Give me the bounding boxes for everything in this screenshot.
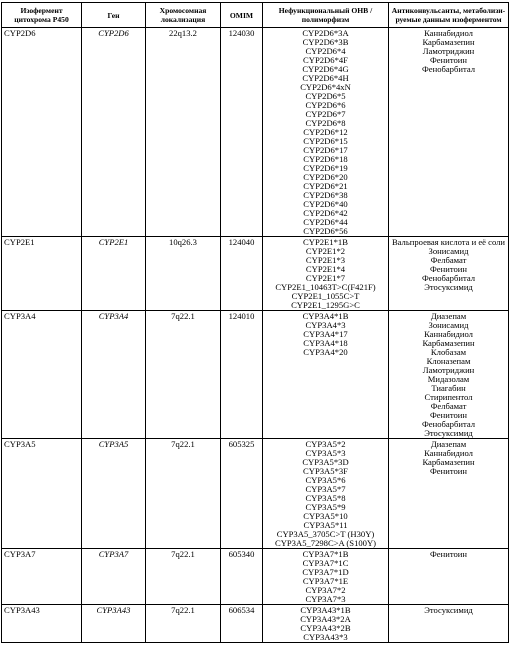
- drug-item: Фенитоин: [430, 264, 467, 274]
- drug-item: Карбамазепин: [422, 338, 475, 348]
- cell-omim: 124030: [221, 28, 263, 237]
- variant-item: CYP3A5*11: [303, 520, 348, 530]
- cell-gene: CYP3A5: [82, 439, 146, 549]
- variant-item: CYP2E1_1295G>C: [291, 300, 360, 310]
- drug-item: Мидазолам: [427, 374, 470, 384]
- cell-isoenzyme: CYP2D6: [2, 28, 82, 237]
- header-drugs: Антиконвульсанты, метаболизи-руемые данным изоферментом: [389, 3, 509, 28]
- drug-item: Фенобарбитал: [422, 419, 475, 429]
- table-row: [2, 549, 509, 605]
- cell-location: 22q13.2: [146, 28, 221, 237]
- drug-item: Карбамазепин: [422, 37, 475, 47]
- cell-drugs: [389, 237, 509, 311]
- variant-item: CYP3A5*10: [303, 511, 348, 521]
- variant-item: CYP2D6*40: [303, 199, 348, 209]
- drug-item: Фелбамат: [430, 255, 467, 265]
- header-isoenzyme: Изофермент цитохрома P450: [2, 3, 82, 28]
- drug-item: Фенитоин: [430, 466, 467, 476]
- cell-omim: 606534: [221, 605, 263, 643]
- drug-item: Каннабидиол: [424, 448, 473, 458]
- drug-item: Карбамазепин: [422, 457, 475, 467]
- variant-item: CYP3A5*7: [305, 484, 346, 494]
- cell-isoenzyme: CYP3A5: [2, 439, 82, 549]
- variant-item: CYP2D6*4: [305, 46, 346, 56]
- drug-item: Зонисамид: [428, 246, 469, 256]
- cell-gene: CYP3A4: [82, 311, 146, 439]
- variant-item: CYP3A4*20: [303, 347, 348, 357]
- cell-gene: CYP2E1: [82, 237, 146, 311]
- drug-item: Фенитоин: [430, 410, 467, 420]
- variant-item: CYP3A43*1B: [300, 605, 351, 615]
- cell-location: 7q22.1: [146, 311, 221, 439]
- cell-variants: [263, 439, 389, 549]
- cell-variants: [263, 605, 389, 643]
- cell-variants: [263, 28, 389, 237]
- variant-item: CYP2D6*4H: [302, 73, 349, 83]
- variant-item: CYP3A5*3D: [302, 457, 349, 467]
- drug-item: Диазепам: [430, 439, 467, 449]
- table-row: [2, 605, 509, 643]
- variant-item: CYP2E1*1B: [303, 237, 348, 247]
- drug-item: Этосуксимид: [424, 605, 473, 615]
- drug-item: Клоназепам: [426, 356, 471, 366]
- variant-item: CYP2D6*56: [303, 226, 348, 236]
- variant-item: CYP2D6*17: [303, 145, 348, 155]
- drug-item: Этосуксимид: [424, 282, 473, 292]
- variant-item: CYP2E1*7: [305, 273, 346, 283]
- cell-isoenzyme: CYP3A43: [2, 605, 82, 643]
- table-row: [2, 439, 509, 549]
- cell-location: 7q22.1: [146, 439, 221, 549]
- variant-item: CYP3A5*2: [305, 439, 346, 449]
- variant-item: CYP3A4*18: [303, 338, 348, 348]
- variant-item: CYP2D6*44: [303, 217, 348, 227]
- drug-item: Ламотриджин: [422, 365, 475, 375]
- variant-item: CYP2D6*4xN: [300, 82, 351, 92]
- variant-item: CYP2D6*3B: [302, 37, 349, 47]
- cell-gene: CYP3A43: [82, 605, 146, 643]
- variant-item: CYP3A7*1E: [302, 576, 349, 586]
- drug-item: Диазепам: [430, 311, 467, 321]
- cell-variants: [263, 549, 389, 605]
- variant-item: CYP3A7*1B: [302, 549, 349, 559]
- cell-location: 7q22.1: [146, 605, 221, 643]
- cell-gene: CYP2D6: [82, 28, 146, 237]
- header-row: [2, 3, 509, 28]
- variant-item: CYP3A7*1D: [302, 567, 349, 577]
- drug-item: Клобазам: [430, 347, 467, 357]
- variant-item: CYP2D6*12: [303, 127, 348, 137]
- cell-gene: CYP3A7: [82, 549, 146, 605]
- variant-item: CYP3A7*1C: [302, 558, 349, 568]
- variant-item: CYP3A5_3705C>T (H30Y): [276, 529, 375, 539]
- variant-item: CYP3A5*9: [305, 502, 346, 512]
- cell-omim: 124040: [221, 237, 263, 311]
- drug-item: Зонисамид: [428, 320, 469, 330]
- cell-isoenzyme: CYP2E1: [2, 237, 82, 311]
- drug-item: Тиагабин: [431, 383, 466, 393]
- variant-item: CYP3A5_7298C>A (S100Y): [274, 538, 377, 548]
- cell-variants: [263, 311, 389, 439]
- variant-item: CYP2D6*38: [303, 190, 348, 200]
- drug-item: Фенитоин: [430, 55, 467, 65]
- cell-drugs: [389, 311, 509, 439]
- drug-item: Стирипентол: [424, 392, 473, 402]
- variant-item: CYP3A43*2A: [300, 614, 351, 624]
- table-row: [2, 237, 509, 311]
- variant-item: CYP2D6*5: [305, 91, 346, 101]
- cell-isoenzyme: CYP3A4: [2, 311, 82, 439]
- drug-item: Фенобарбитал: [422, 64, 475, 74]
- cell-omim: 605325: [221, 439, 263, 549]
- drug-item: Каннабидиол: [424, 28, 473, 38]
- variant-item: CYP3A5*8: [305, 493, 346, 503]
- variant-item: CYP3A5*3: [305, 448, 346, 458]
- variant-item: CYP2D6*4F: [303, 55, 348, 65]
- variant-item: CYP3A4*1B: [302, 311, 349, 321]
- header-location: Хромосомная локализация: [146, 3, 221, 28]
- variant-item: CYP2E1*4: [305, 264, 346, 274]
- cell-location: 7q22.1: [146, 549, 221, 605]
- variant-item: CYP2D6*20: [303, 172, 348, 182]
- header-gene: Ген: [82, 3, 146, 28]
- variant-item: CYP3A43*3: [303, 632, 348, 642]
- cell-isoenzyme: CYP3A7: [2, 549, 82, 605]
- variant-item: CYP2E1*2: [305, 246, 346, 256]
- table-row: [2, 311, 509, 439]
- variant-item: CYP2D6*6: [305, 100, 346, 110]
- cell-omim: 124010: [221, 311, 263, 439]
- variant-item: CYP2E1*3: [305, 255, 346, 265]
- variant-item: CYP3A7*2: [305, 585, 346, 595]
- drug-item: Фелбамат: [430, 401, 467, 411]
- drug-item: Вальпроевая кислота и её соли: [391, 237, 506, 247]
- cell-drugs: [389, 439, 509, 549]
- variant-item: CYP3A5*3F: [303, 466, 348, 476]
- variant-item: CYP2D6*4G: [302, 64, 349, 74]
- drug-item: Этосуксимид: [424, 428, 473, 438]
- header-omim: OMIM: [221, 3, 263, 28]
- variant-item: CYP2D6*18: [303, 154, 348, 164]
- variant-item: CYP2D6*21: [303, 181, 348, 191]
- variant-item: CYP2D6*8: [305, 118, 346, 128]
- table-row: [2, 28, 509, 237]
- header-variants: Нефункциональный ОНВ / полиморфизм: [263, 3, 389, 28]
- variant-item: CYP3A7*3: [305, 594, 346, 604]
- variant-item: CYP2E1_1055C>T: [291, 291, 360, 301]
- cell-location: 10q26.3: [146, 237, 221, 311]
- variant-item: CYP3A4*17: [303, 329, 348, 339]
- cell-drugs: [389, 549, 509, 605]
- drug-item: Фенобарбитал: [422, 273, 475, 283]
- variant-item: CYP2D6*7: [305, 109, 346, 119]
- variant-item: CYP2E1_10463T>C(F421F): [275, 282, 376, 292]
- table-header: [2, 3, 509, 28]
- drug-item: Каннабидиол: [424, 329, 473, 339]
- variant-item: CYP3A43*2B: [300, 623, 351, 633]
- cell-variants: [263, 237, 389, 311]
- cell-omim: 605340: [221, 549, 263, 605]
- variant-item: CYP2D6*42: [303, 208, 348, 218]
- cyp450-table: [1, 2, 509, 643]
- variant-item: CYP2D6*3A: [302, 28, 349, 38]
- variant-item: CYP3A4*3: [305, 320, 346, 330]
- drug-item: Ламотриджин: [422, 46, 475, 56]
- variant-item: CYP2D6*15: [303, 136, 348, 146]
- cell-drugs: [389, 605, 509, 643]
- table-body: [2, 28, 509, 643]
- variant-item: CYP2D6*19: [303, 163, 348, 173]
- variant-item: CYP3A5*6: [305, 475, 346, 485]
- drug-item: Фенитоин: [430, 549, 467, 559]
- cell-drugs: [389, 28, 509, 237]
